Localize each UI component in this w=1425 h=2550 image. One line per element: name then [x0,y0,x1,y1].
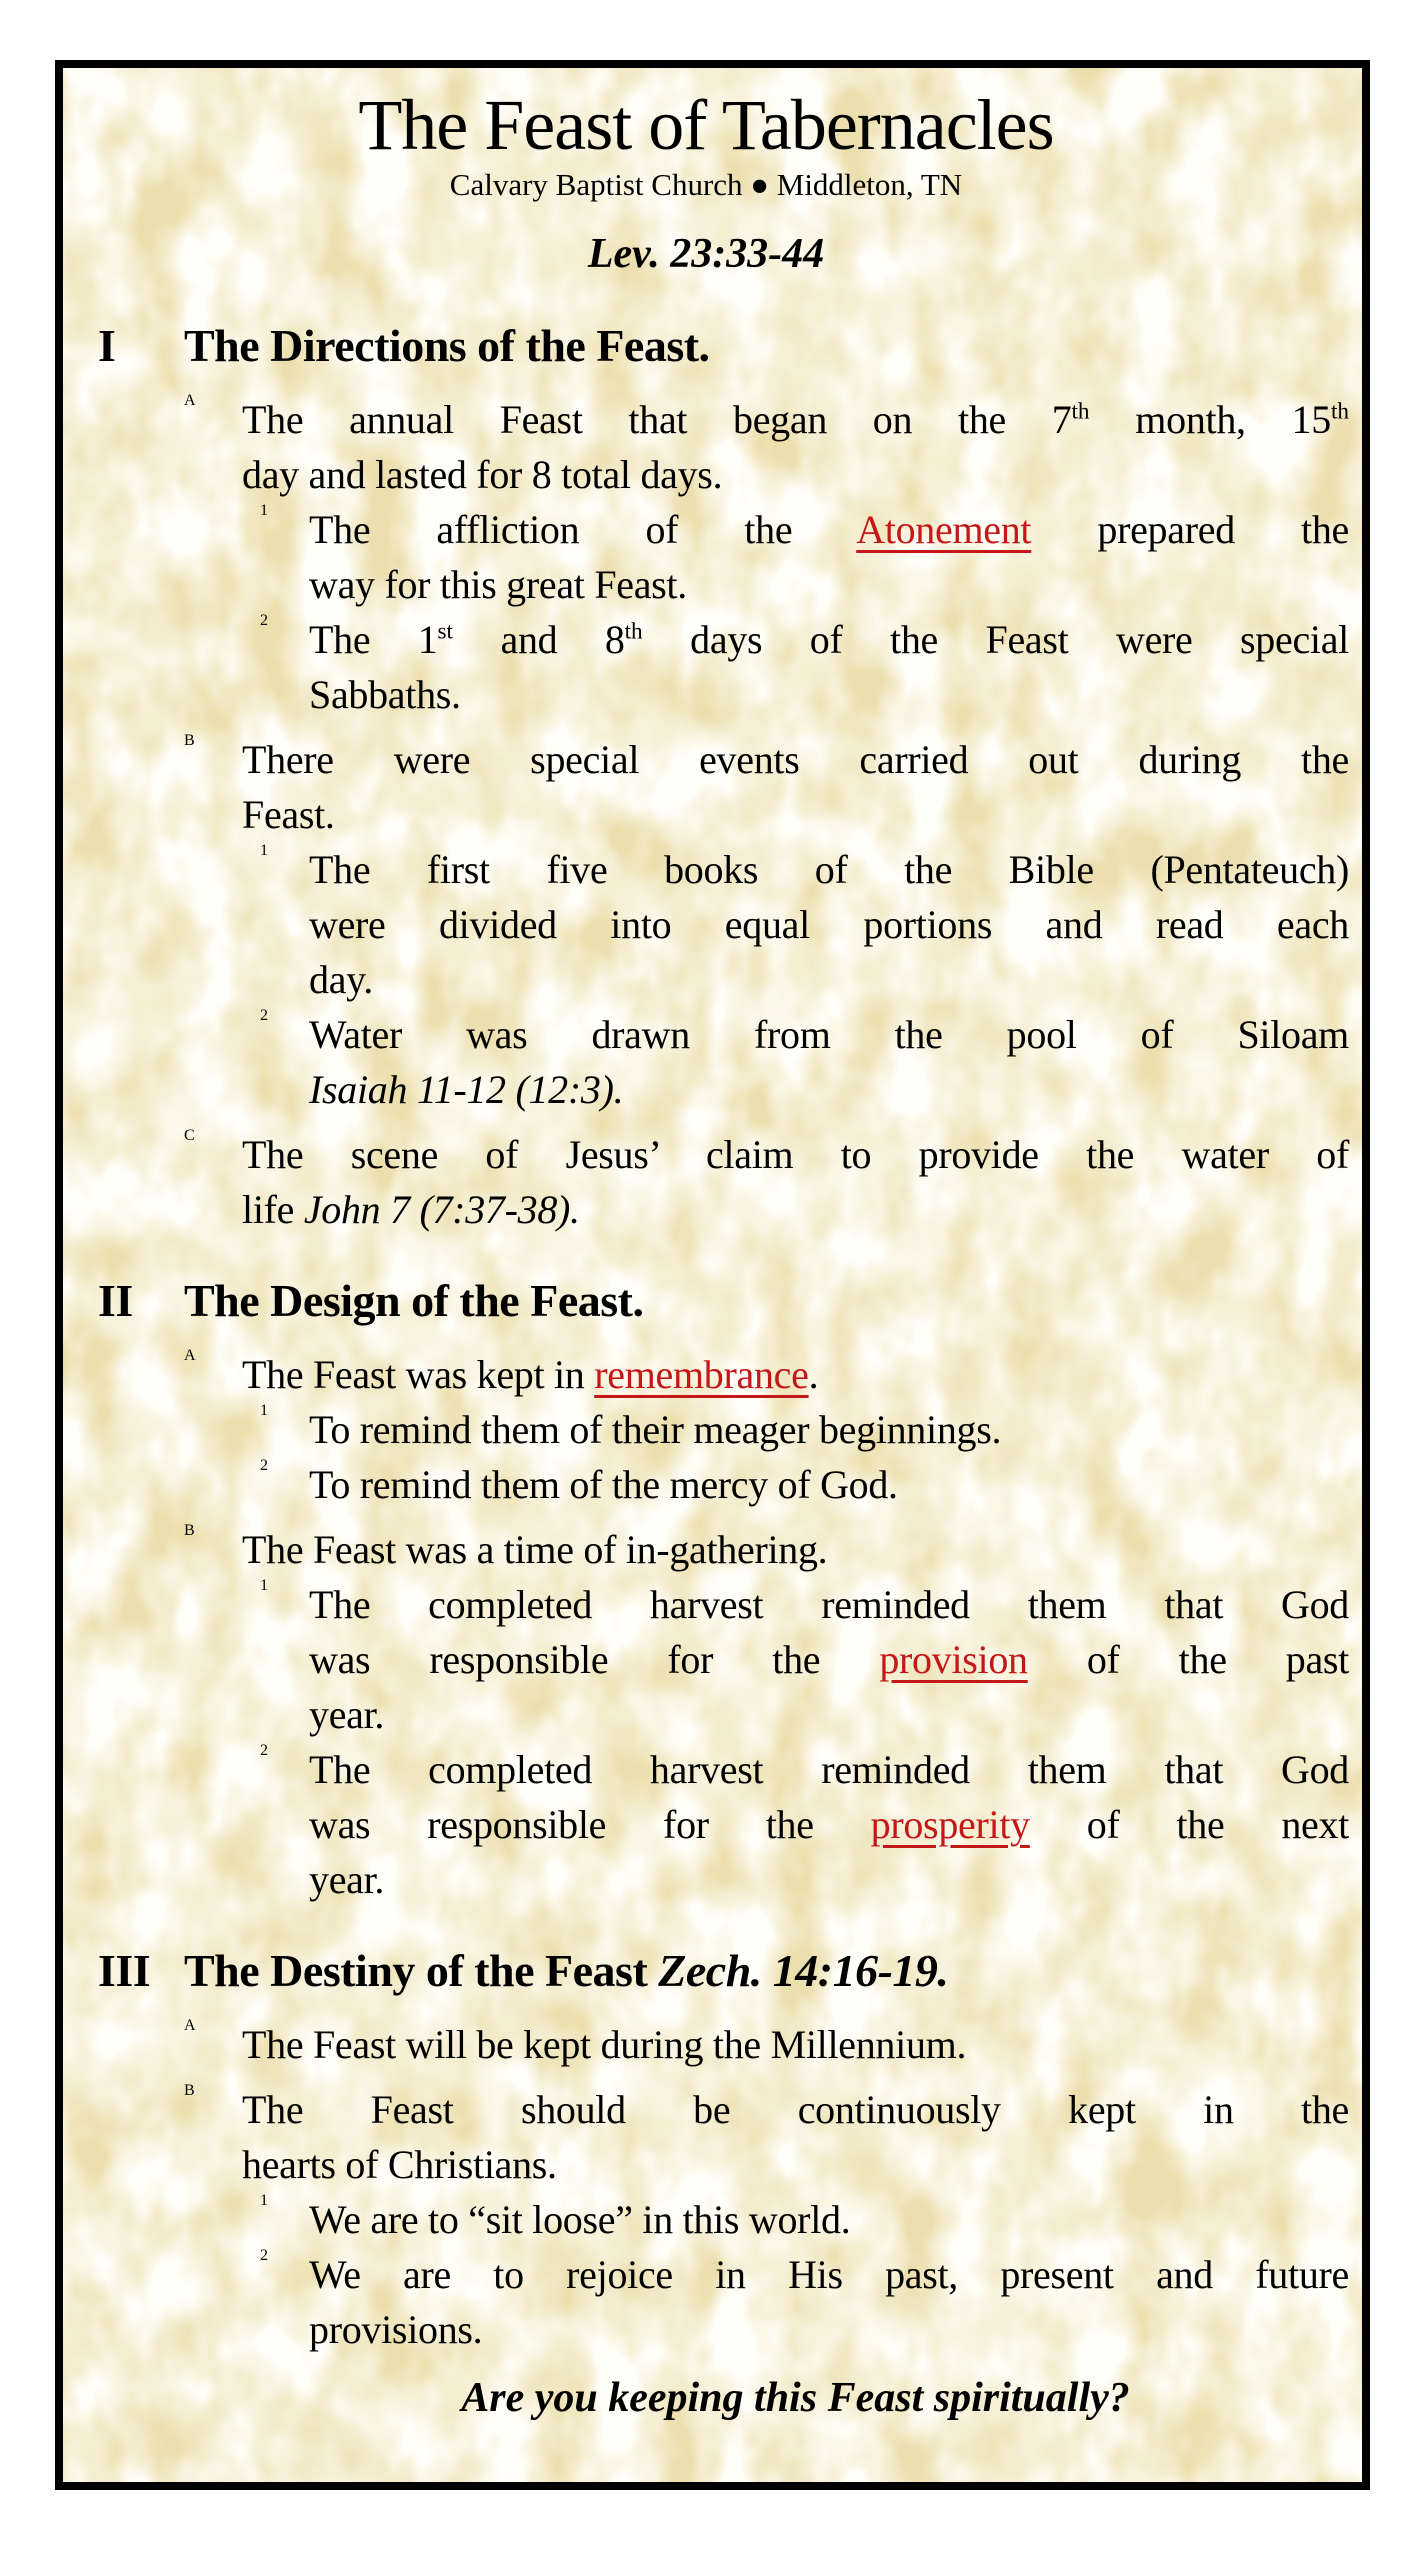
outline-marker: 1 [260,2192,268,2209]
page-content [63,68,1362,2426]
outline-item [63,502,1349,612]
text-segment: To remind them of the mercy of God. [309,1462,898,1507]
outline-line [309,612,1349,667]
outline-item [63,2082,1349,2192]
outline-text [309,842,1349,1007]
outline-line [309,2302,1349,2357]
text-segment: The Directions of the Feast. [184,320,710,371]
closing-question: Are you keeping this Feast spiritually? [461,2375,1130,2421]
outline-item [63,1007,1349,1117]
text-segment: The first five books of the Bible (Pentateuch) [309,847,1349,892]
text-segment: was responsible for the [309,1637,880,1682]
outline-line [242,732,1349,787]
outline-line [309,1687,1349,1742]
outline-text [184,1269,1349,1333]
text-segment: life [242,1187,304,1232]
church-subtitle: Calvary Baptist Church ● Middleton, TN [449,167,963,202]
outline-line [242,447,1349,502]
text-segment: th [624,618,643,645]
highlighted-keyword: remembrance [594,1352,809,1397]
outline-text [309,1402,1349,1457]
outline-item [63,1742,1349,1907]
outline-marker: A [184,392,196,409]
outline-text [242,2017,1349,2072]
text-segment: days of the Feast were special [642,617,1349,662]
outline-line [242,1127,1349,1182]
text-segment: th [1071,398,1090,425]
text-segment: The Feast will be kept during the Millennium. [242,2022,967,2067]
outline-item [63,1457,1349,1512]
outline-marker: B [184,2082,195,2099]
text-segment: Water was drawn from the pool of Siloam [309,1012,1349,1057]
outline-text [309,1007,1349,1117]
text-segment: Feast. [242,792,335,837]
text-segment: year. [309,1692,385,1737]
page-title: The Feast of Tabernacles [358,85,1054,165]
text-segment: month, 15 [1089,397,1331,442]
outline-marker: 2 [260,612,268,629]
text-segment: . [808,1352,819,1397]
text-segment: hearts of Christians. [242,2142,557,2187]
outline-text [242,1127,1349,1237]
text-segment: prepared the [1031,507,1349,552]
outline-marker: 1 [260,842,268,859]
outline-text [242,2082,1349,2192]
sermon-outline [63,314,1349,2357]
highlighted-keyword: provision [879,1637,1028,1682]
outline-line [309,952,1349,1007]
outline-marker: B [184,1522,195,1539]
outline-item [63,842,1349,1007]
text-segment: The scene of Jesus’ claim to provide the water of [242,1132,1349,1177]
outline-item [63,2192,1349,2247]
outline-line [309,1632,1349,1687]
text-segment: of the next [1029,1802,1349,1847]
outline-line [309,557,1349,612]
outline-line [242,1347,1349,1402]
text-segment: were divided into equal portions and read each [309,902,1349,947]
text-segment: th [1330,398,1349,425]
outline-line [242,2082,1349,2137]
outline-marker: A [184,1347,196,1364]
outline-item [63,2017,1349,2072]
outline-line [309,1457,1349,1512]
outline-text [242,1347,1349,1402]
outline-item [63,1522,1349,1577]
highlighted-keyword: prosperity [870,1802,1030,1847]
outline-line [309,1797,1349,1852]
outline-line [242,1182,1349,1237]
text-segment: The annual Feast that began on the 7 [242,397,1072,442]
outline-text [184,314,1349,378]
outline-marker: 2 [260,1007,268,1024]
outline-item [63,2247,1349,2357]
outline-marker: 2 [260,2247,268,2264]
outline-line [309,1062,1349,1117]
outline-marker: A [184,2017,196,2034]
text-segment: The Feast was a time of in-gathering. [242,1527,828,1572]
outline-line [309,2192,1349,2247]
outline-line [309,1402,1349,1457]
outline-item [63,612,1349,722]
text-segment: year. [309,1857,385,1902]
text-segment: provisions. [309,2307,483,2352]
outline-item [63,1402,1349,1457]
outline-line [309,1742,1349,1797]
text-segment: day and lasted for 8 total days. [242,452,723,497]
text-segment: Isaiah 11-12 (12:3). [309,1067,624,1112]
outline-item [63,314,1349,378]
outline-line [309,842,1349,897]
text-segment: The completed harvest reminded them that God [309,1747,1349,1792]
outline-text [242,392,1349,502]
text-segment: The Feast was kept in [242,1352,595,1397]
outline-marker: III [98,1945,151,1996]
outline-text [184,1939,1349,2003]
outline-text [309,2192,1349,2247]
outline-line [242,2137,1349,2192]
text-segment: of the past [1027,1637,1349,1682]
text-segment: To remind them of their meager beginnings. [309,1407,1002,1452]
outline-line [242,392,1349,447]
outline-marker: 1 [260,502,268,519]
outline-text [309,1457,1349,1512]
text-segment: We are to “sit loose” in this world. [309,2197,851,2242]
outline-text [242,732,1349,842]
outline-item [63,1127,1349,1237]
outline-line [242,1522,1349,1577]
outline-line [309,502,1349,557]
outline-line [309,897,1349,952]
text-segment: The 1 [309,617,438,662]
outline-text [309,502,1349,612]
outline-line [184,1939,1349,2003]
outline-text [242,1522,1349,1577]
outline-item [63,1269,1349,1333]
outline-line [309,667,1349,722]
outline-line [242,2017,1349,2072]
outline-marker: 1 [260,1402,268,1419]
outline-line [242,787,1349,842]
outline-marker: II [98,1275,133,1326]
text-segment: The Feast should be continuously kept in the [242,2087,1349,2132]
text-segment: John 7 (7:37-38). [303,1187,580,1232]
outline-line [309,2247,1349,2302]
outline-item [63,1347,1349,1402]
text-segment: The affliction of the [309,507,857,552]
outline-item [63,732,1349,842]
outline-marker: C [184,1127,195,1144]
text-segment: Zech. 14:16-19. [658,1945,949,1996]
text-segment: st [437,618,453,645]
outline-line [309,1007,1349,1062]
text-segment: way for this great Feast. [309,562,687,607]
text-segment: and 8 [452,617,625,662]
outline-marker: I [98,320,116,371]
highlighted-keyword: Atonement [856,507,1032,552]
scripture-reference: Lev. 23:33-44 [587,231,825,277]
sermon-outline-sheet [55,60,1370,2490]
text-segment: day. [309,957,373,1002]
outline-marker: 2 [260,1457,268,1474]
outline-marker: B [184,732,195,749]
outline-text [309,1742,1349,1907]
outline-text [309,612,1349,722]
text-segment: The Destiny of the Feast [184,1945,659,1996]
text-segment: There were special events carried out during the [242,737,1349,782]
outline-line [309,1577,1349,1632]
outline-line [309,1852,1349,1907]
outline-item [63,392,1349,502]
outline-item [63,1577,1349,1742]
outline-text [309,2247,1349,2357]
outline-text [309,1577,1349,1742]
outline-marker: 2 [260,1742,268,1759]
outline-line [184,314,1349,378]
text-segment: We are to rejoice in His past, present and future [309,2252,1349,2297]
text-segment: was responsible for the [309,1802,871,1847]
outline-marker: 1 [260,1577,268,1594]
text-segment: Sabbaths. [309,672,461,717]
outline-item [63,1939,1349,2003]
text-segment: The completed harvest reminded them that God [309,1582,1349,1627]
outline-line [184,1269,1349,1333]
text-segment: The Design of the Feast. [184,1275,644,1326]
